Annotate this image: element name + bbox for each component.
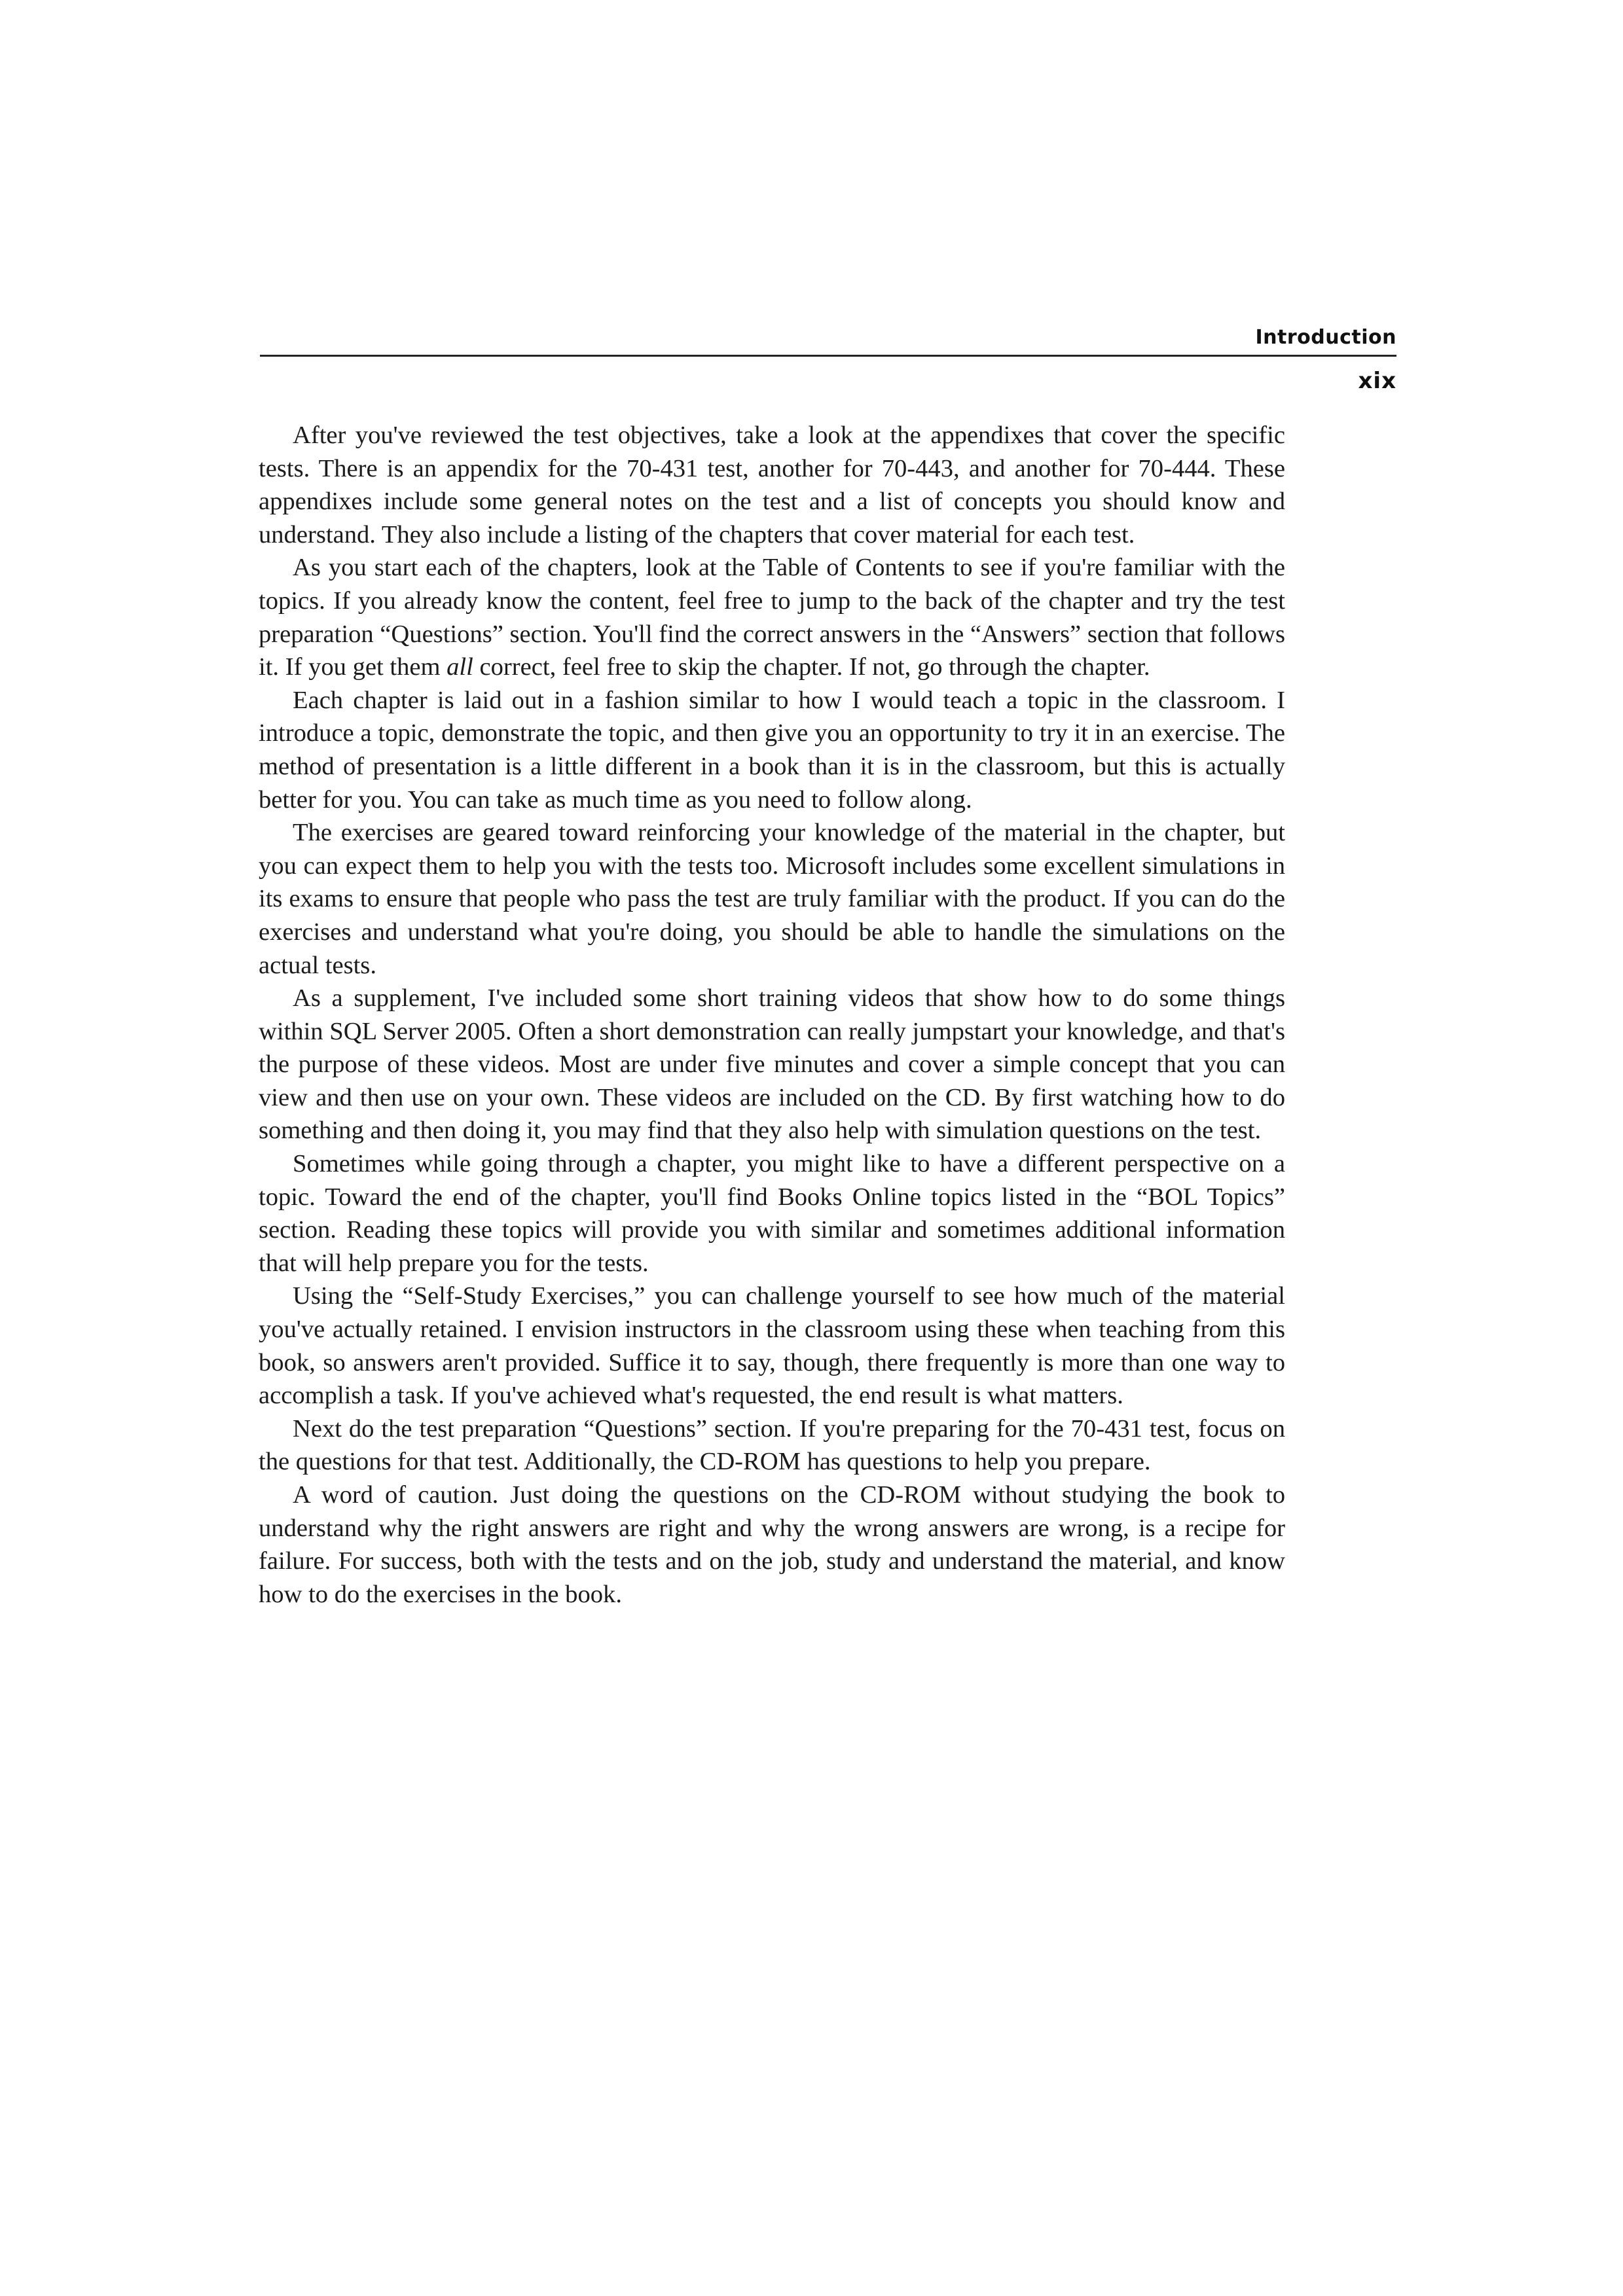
page-number-container xyxy=(260,0,1396,406)
paragraph-self-study: Using the “Self-Study Exercises,” you can challenge yourself to see how much of the material you've actually retained. I envision instructors in the classroom using these when teaching from this book, so answers aren't provided. Suffice it to say, though, there frequently is more than one way to accomplish a task. If you've achieved what's requested, the end result is what matters. xyxy=(259,1282,1285,1410)
paragraph-appendixes: After you've reviewed the test objectives, take a look at the appendixes that cover the specific tests. There is an appendix for the 70-431 test, another for 70-443, and another for 70-444. These appendixes include some general notes on the test and a list of concepts you should know and understand. They also include a listing of the chapters that cover material for each test. xyxy=(259,422,1285,548)
paragraph-questions: Next do the test preparation “Questions” section. If you're preparing for the 70-431 test, focus on the questions for that test. Additionally, the CD-ROM has questions to help you prepare. xyxy=(259,1414,1285,1476)
emphasis-all: all xyxy=(447,653,473,681)
paragraph-chapter-layout: Each chapter is laid out in a fashion similar to how I would teach a topic in the classroom. I introduce a topic, demonstrate the topic, and then give you an opportunity to try it in an exercise. The method of presentation is a little different in a book than it is in the classroom, but this is actually better for you. You can take as much time as you need to follow along. xyxy=(259,686,1285,814)
paragraph-chapters-before: As you start each of the chapters, look at the Table of Contents to see if you're familiar with the topics. If you already know the content, feel free to jump to the back of the chapter and try the test preparation “Questions” section. You'll find the correct answers in the “Answers” section that follows it. If you get them xyxy=(259,554,1285,681)
paragraph-exercises: The exercises are geared toward reinforcing your knowledge of the material in the chapter, but you can expect them to help you with the tests too. Microsoft includes some excellent simulations in its exams to ensure that people who pass the test are truly familiar with the product. If you can do the exercises and understand what you're doing, you should be able to handle the simulations on the actual tests. xyxy=(259,819,1285,979)
body-text xyxy=(259,419,1285,1611)
paragraph-caution: A word of caution. Just doing the questions on the CD-ROM without studying the book to understand why the right answers are right and why the wrong answers are wrong, is a recipe for failure. For success, both with the tests and on the job, study and understand the material, and know how to do the exercises in the book. xyxy=(259,1481,1285,1608)
paragraph-chapters xyxy=(259,551,1285,683)
page-number: xix xyxy=(1358,368,1396,394)
paragraph-bol-topics: Sometimes while going through a chapter, you might like to have a different perspective on a topic. Toward the end of the chapter, you'll find Books Online topics listed in the “BOL Topics” section. Reading these topics will provide you with similar and sometimes additional information that will help prepare you for the tests. xyxy=(259,1150,1285,1277)
paragraph-chapters-after: correct, feel free to skip the chapter. If not, go through the chapter. xyxy=(473,653,1150,681)
paragraph-videos: As a supplement, I've included some short training videos that show how to do some things within SQL Server 2005. Often a short demonstration can really jumpstart your knowledge, and that's the purpose of these videos. Most are under five minutes and cover a simple concept that you can view and then use on your own. These videos are included on the CD. By first watching how to do something and then doing it, you may find that they also help with simulation questions on the test. xyxy=(259,984,1285,1145)
section-title: Introduction xyxy=(1255,326,1396,349)
